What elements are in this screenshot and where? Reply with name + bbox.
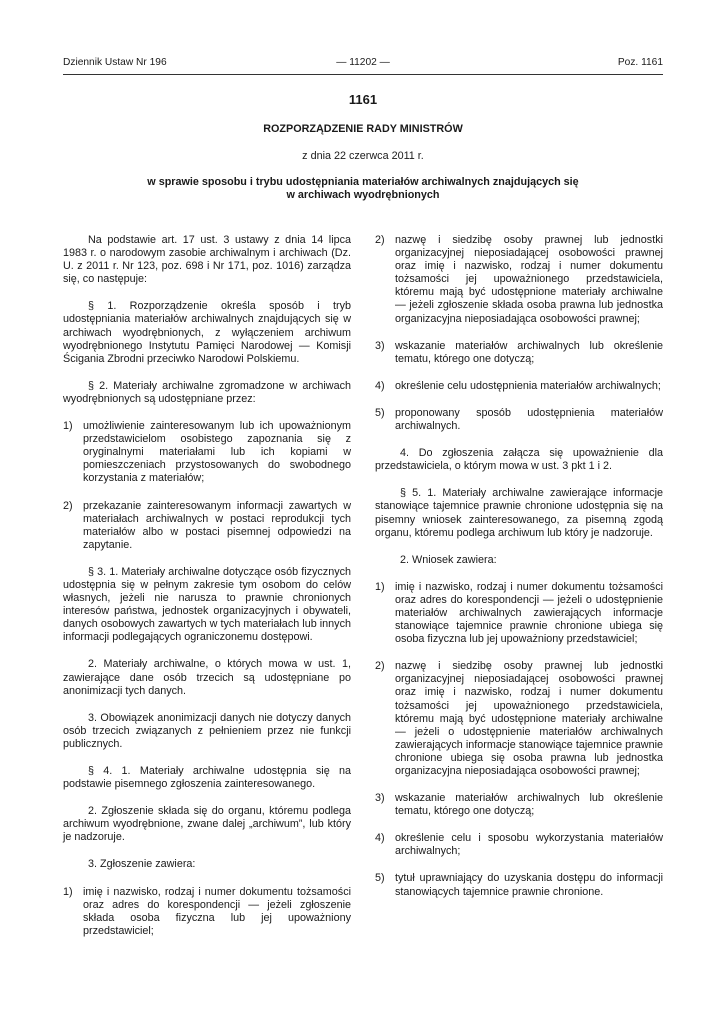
list-text: imię i nazwisko, rodzaj i numer dokumentu tożsamości oraz adres do korespondencji — jeżeli o udostępnienie materiałów archiwalnych zawierających informacje stanowiące tajemnice prawnie chronione ubiega się osoba fizyczna lub jej upoważniony przedstawiciel; xyxy=(395,580,663,646)
section-5-1: § 5. 1. Materiały archiwalne zawierające informacje stanowiące tajemnice prawnie chronione udostępnia się na pisemny wniosek zainteresowanego, za pisemną zgodą organu, któremu podlega archiwum lub który je nadzoruje. xyxy=(375,487,663,539)
section-4-4: 4. Do zgłoszenia załącza się upoważnienie dla przedstawiciela, o którym mowa w ust. 3 pkt 1 i 2. xyxy=(375,447,663,473)
list-item xyxy=(375,380,663,393)
list-text: wskazanie materiałów archiwalnych lub określenie tematu, którego one dotyczą; xyxy=(395,792,663,818)
section-3-1: § 3. 1. Materiały archiwalne dotyczące osób fizycznych udostępnia się w pełnym zakresie tym osobom do celów własnych, jeżeli nie narusza to prawnie chronionych interesów państwa, jednostek organizacyjnych i obywateli, danych osobowych zawartych w tych materiałach lub innych informacji podlegających ograniczonemu dostępowi. xyxy=(63,565,351,644)
section-3-2: 2. Materiały archiwalne, o których mowa w ust. 1, zawierające dane osób trzecich są udostępniane po anonimizacji tych danych. xyxy=(63,658,351,697)
subject-line: w sprawie sposobu i trybu udostępniania materiałów archiwalnych znajdujących się xyxy=(147,176,579,188)
list-number: 4) xyxy=(375,832,385,845)
list-number: 3) xyxy=(375,792,385,805)
list-text: tytuł uprawniający do uzyskania dostępu do informacji stanowiących tajemnice prawnie chronione. xyxy=(395,872,663,898)
header-divider xyxy=(63,74,663,75)
list-item xyxy=(375,234,663,326)
journal-name: Dziennik Ustaw Nr 196 xyxy=(63,57,167,68)
list-number: 5) xyxy=(375,872,385,885)
list-number: 2) xyxy=(375,660,385,673)
document-title: ROZPORZĄDZENIE RADY MINISTRÓW xyxy=(263,123,463,135)
page-header xyxy=(63,57,663,73)
list-text: nazwę i siedzibę osoby prawnej lub jednostki organizacyjnej nieposiadającej osobowości prawnej oraz imię i nazwisko, rodzaj i numer dokumentu tożsamości jej upoważnionego przedstawiciela, któremu mają być udostępnione materiały archiwalne — jeżeli zgłoszenie składa osoba prawna lub jednostka organizacyjna nieposiadająca osobowości prawnej; xyxy=(395,234,663,325)
list-item xyxy=(375,660,663,778)
section-4-1: § 4. 1. Materiały archiwalne udostępnia się na podstawie pisemnego zgłoszenia zainteresowanego. xyxy=(63,765,351,791)
list-number: 2) xyxy=(375,234,385,246)
list-number: 3) xyxy=(375,339,385,352)
document-number: 1161 xyxy=(348,92,378,107)
section-4-3: 3. Zgłoszenie zawiera: xyxy=(88,858,196,871)
list-text: wskazanie materiałów archiwalnych lub określenie tematu, którego one dotyczą; xyxy=(395,339,663,365)
list-item xyxy=(63,886,351,938)
list-item xyxy=(63,500,351,552)
page-number: — 11202 — xyxy=(336,57,390,68)
list-item xyxy=(375,581,663,646)
list-number: 2) xyxy=(63,499,73,512)
list-text: określenie celu i sposobu wykorzystania materiałów archiwalnych; xyxy=(395,832,663,858)
preamble: Na podstawie art. 17 ust. 3 ustawy z dnia 14 lipca 1983 r. o narodowym zasobie archiwalnym i archiwach (Dz. U. z 2011 r. Nr 123, poz. 698 i Nr 171, poz. 1016) zarządza się, co następuje: xyxy=(63,234,351,286)
left-column xyxy=(63,234,351,952)
list-text: imię i nazwisko, rodzaj i numer dokumentu tożsamości oraz adres do korespondencji — jeżeli zgłoszenie składa osoba fizyczna lub jej upoważniony przedstawiciel; xyxy=(83,885,351,937)
list-number: 1) xyxy=(63,885,73,898)
list-number: 1) xyxy=(63,420,73,433)
list-item xyxy=(375,340,663,366)
list-number: 5) xyxy=(375,406,385,419)
list-number: 4) xyxy=(375,379,385,392)
section-5-2: 2. Wniosek zawiera: xyxy=(400,553,497,566)
subject-line: w archiwach wyodrębnionych xyxy=(286,189,440,201)
section-4-2: 2. Zgłoszenie składa się do organu, któremu podlega archiwum wyodrębnione, zwane dalej „archiwum”, lub który je nadzoruje. xyxy=(63,805,351,844)
right-column xyxy=(375,234,663,913)
list-text: określenie celu udostępnienia materiałów archiwalnych; xyxy=(395,379,661,392)
position-number: Poz. 1161 xyxy=(617,57,663,68)
document-date: z dnia 22 czerwca 2011 r. xyxy=(302,150,424,162)
list-item xyxy=(63,420,351,485)
list-text: przekazanie zainteresowanym informacji zawartych w materiałach archiwalnych w postaci reprodukcji tych materiałów albo w postaci pisemnej odpowiedzi na zapytanie. xyxy=(83,499,351,551)
list-item xyxy=(375,792,663,818)
list-item xyxy=(375,407,663,433)
list-text: umożliwienie zainteresowanym lub ich upoważnionym przedstawicielom osobistego zapoznania się z oryginalnymi materiałami lub ich kopiami w pomieszczeniach przystosowanych do swobodnego korzystania z materiałów; xyxy=(83,420,351,485)
list-text: nazwę i siedzibę osoby prawnej lub jednostki organizacyjnej nieposiadającej osobowości prawnej oraz imię i nazwisko, rodzaj i numer dokumentu tożsamości jej upoważnionego przedstawiciela, któremu mają być udostępnione materiały archiwalne — jeżeli o udostępnienie materiałów archiwalnych zawierających informacje stanowiące tajemnice prawnie chronione ubiega się osoba prawna lub jednostka organizacyjna nieposiadająca osobowości prawnej; xyxy=(395,660,663,777)
section-3-3: 3. Obowiązek anonimizacji danych nie dotyczy danych osób trzecich związanych z pełnieniem przez nie funkcji publicznych. xyxy=(63,711,351,750)
list-number: 1) xyxy=(375,580,385,593)
section-1: § 1. Rozporządzenie określa sposób i tryb udostępniania materiałów archiwalnych znajdujących się w archiwach wyodrębnionych, z wyłączeniem archiwum wyodrębnionego Instytutu Pamięci Narodowej — Komisji Ścigania Zbrodni przeciwko Narodowi Polskiemu. xyxy=(63,300,351,365)
section-2: § 2. Materiały archiwalne zgromadzone w archiwach wyodrębnionych są udostępniane przez: xyxy=(63,379,351,405)
document-subject xyxy=(63,176,663,202)
list-item xyxy=(375,872,663,898)
list-item xyxy=(375,832,663,858)
list-text: proponowany sposób udostępnienia materiałów archiwalnych. xyxy=(395,406,663,433)
